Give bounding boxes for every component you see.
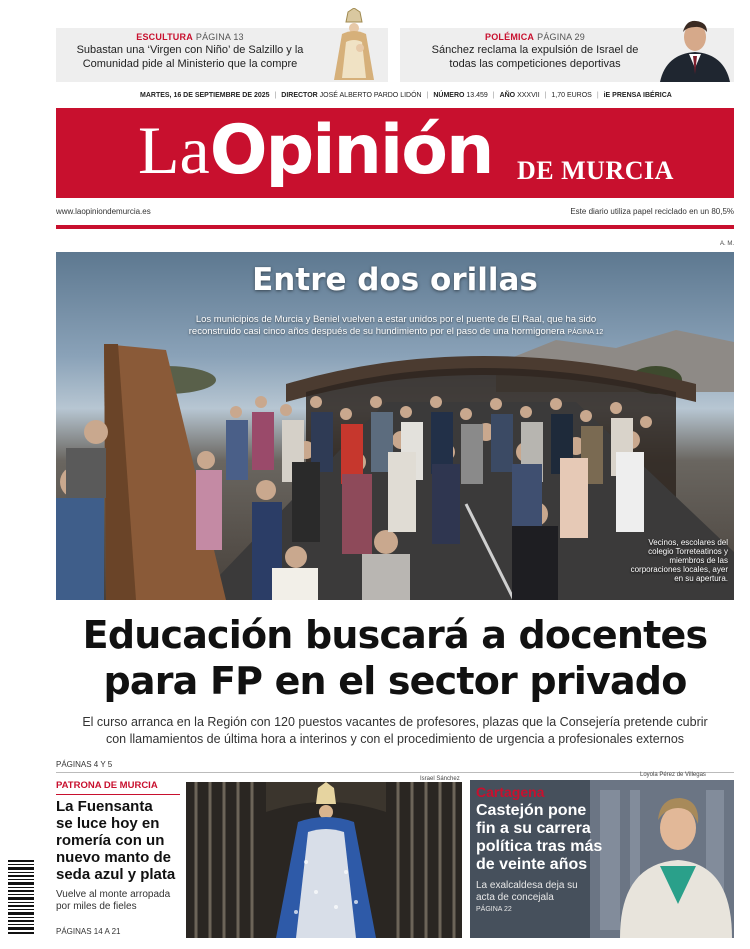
main-headline[interactable]: Educación buscará a docentes para FP en el sector privado — [82, 613, 708, 703]
group-name: PRENSA IBÉRICA — [612, 92, 672, 99]
right-story-subtitle: La exalcaldesa deja su acta de concejala — [476, 880, 578, 903]
teaser-kicker: ESCULTURA PÁGINA 13 — [136, 32, 244, 42]
main-photo — [56, 252, 734, 600]
fuensanta-image — [186, 782, 462, 938]
photo-title: Entre dos orillas — [252, 262, 538, 298]
teaser-kicker: POLÉMICA PÁGINA 29 — [485, 32, 585, 42]
left-story-pages: PÁGINAS 14 A 21 — [56, 927, 121, 936]
main-deck: El curso arranca en la Región con 120 puestos vacantes de profesores, plazas que la Consejería pretende cubrir con llamamientos de última hora a interinos y con el procedimiento de urgencia a profesionales externos — [82, 715, 708, 746]
divider — [56, 772, 734, 773]
edition-date: MARTES, 16 DE SEPTIEMBRE DE 2025 — [140, 92, 270, 99]
prensa-iberica-icon: iE — [603, 92, 611, 99]
photo-text: Los municipios de Murcia y Beniel vuelven a estar unidos por el puente de El Raal, que ha sido reconstruido casi cinco años después de su hundimiento por el paso de una hormigonera PÁGINA 12 — [188, 314, 604, 337]
virgin-statue-image — [324, 8, 384, 82]
right-photo-credit: Loyola Pérez de Villegas — [640, 772, 706, 778]
edition-number: 13.459 — [466, 92, 488, 99]
teaser-polemica[interactable] — [400, 28, 734, 82]
masthead-subtitle: DE MURCIA — [517, 156, 674, 185]
number-label: NÚMERO — [433, 92, 465, 99]
right-story[interactable] — [470, 780, 734, 938]
teaser-text: Sánchez reclama la expulsión de Israel de todas las competiciones deportivas — [431, 44, 639, 70]
teaser-page: PÁGINA 29 — [537, 32, 585, 42]
left-story-headline: La Fuensanta se luce hoy en romería con un nuevo manto de seda azul y plata — [56, 798, 176, 883]
edition-year: XXXVII — [517, 92, 540, 99]
director-name: JOSÉ ALBERTO PARDO LIDÓN — [319, 92, 422, 99]
politician-portrait-image — [656, 10, 734, 82]
edition-meta: MARTES, 16 DE SEPTIEMBRE DE 2025 | DIRECTOR JOSÉ ALBERTO PARDO LIDÓN | NÚMERO 13.459 | AÑO XXXVII | 1,70 EUROS | iE PRENSA IBÉRICA — [140, 92, 672, 99]
teaser-text: Subastan una ‘Virgen con Niño’ de Salzillo y la Comunidad pide al Ministerio que la compre — [76, 44, 304, 70]
masthead-logo: LaOpinión — [138, 111, 493, 190]
left-story-subtitle: Vuelve al monte arropada por miles de fieles — [56, 889, 171, 912]
right-story-kicker: Cartagena — [476, 784, 545, 800]
left-story-kicker: PATRONA DE MURCIA — [56, 780, 158, 791]
left-story[interactable] — [56, 780, 180, 936]
photo-caption: Vecinos, escolares del colegio Torreteatinos y miembros de las corporaciones locales, ayer en su apertura. — [630, 538, 728, 583]
barcode-icon — [6, 858, 36, 938]
edition-price: 1,70 EUROS — [551, 92, 592, 99]
virgin-photo — [186, 782, 462, 938]
teaser-page: PÁGINA 13 — [195, 32, 244, 42]
teaser-escultura[interactable] — [56, 28, 388, 82]
photo-page: PÁGINA 12 — [567, 329, 604, 336]
site-url[interactable]: www.laopiniondemurcia.es — [56, 207, 151, 216]
recycled-note: Este diario utiliza papel reciclado en un 80,5% — [570, 207, 734, 216]
right-story-headline: Castejón pone fin a su carrera política tras más de veinte años — [476, 802, 603, 873]
masthead[interactable] — [56, 108, 734, 198]
year-label: AÑO — [499, 92, 516, 99]
main-pages: PÁGINAS 4 Y 5 — [56, 760, 113, 769]
right-story-page: PÁGINA 22 — [476, 906, 512, 913]
director-label: DIRECTOR — [281, 92, 318, 99]
center-photo-credit: Israel Sánchez — [420, 776, 460, 782]
divider — [56, 225, 734, 229]
photo-credit: A. M. — [719, 241, 734, 247]
